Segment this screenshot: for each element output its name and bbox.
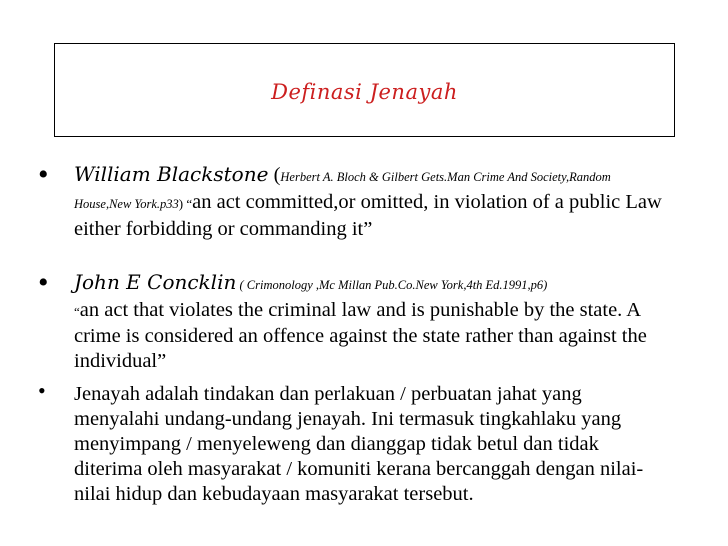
bullet-marker: •: [38, 158, 49, 191]
definition-text: Jenayah adalah tindakan dan perlakuan / perbuatan jahat yang menyalahi undang-undang jenayah. Ini termasuk tingkahlaku yang menyimpang / menyeleweng dan dianggap tidak betul dan tidak diterima oleh masyarakat / komuniti kerana bercanggah dengan nilai-nilai hidup dan kebudayaan masyarakat tersebut.: [74, 383, 644, 505]
quote: an act committed,or omitted, in violation of a public Law either forbidding or commanding it”: [74, 191, 662, 240]
citation-open: (: [268, 164, 281, 186]
bullet-marker: •: [38, 378, 46, 403]
author-name: William Blackstone: [74, 162, 269, 186]
list-item-definition: [74, 382, 669, 507]
quote: an act that violates the criminal law and is punishable by the state. A crime is considered an offence against the state rather than against the individual”: [74, 299, 647, 372]
list-item-concklin: [74, 270, 669, 374]
author-name: John E Concklin: [74, 270, 237, 294]
citation: ( Crimonology ,Mc Millan Pub.Co.New York,4th Ed.1991,p6): [236, 278, 548, 292]
citation: Herbert A. Bloch & Gilbert Gets.Man Crime And Society,Random House,New York.p33: [74, 170, 611, 211]
slide-title: Definasi Jenayah: [271, 80, 458, 104]
citation-close: ): [178, 196, 187, 211]
quote-open: “: [74, 304, 80, 319]
bullet-marker: •: [38, 266, 49, 299]
list-item-blackstone: [74, 162, 669, 242]
quote-open: “: [186, 196, 193, 211]
